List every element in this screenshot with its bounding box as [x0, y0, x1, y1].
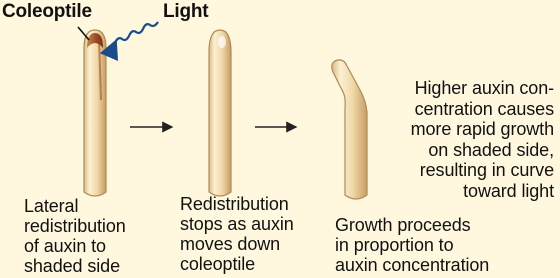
caption-stage-3-line: auxin concentration — [335, 255, 490, 275]
light-wave-arrow-icon — [115, 22, 158, 43]
caption-stage-1-line: of auxin to — [24, 236, 106, 256]
explanation-line: toward light — [463, 180, 554, 201]
coleoptile-stage-1 — [84, 30, 106, 196]
caption-stage-3 — [335, 215, 489, 275]
caption-stage-2-line: coleoptile — [180, 254, 256, 274]
explanation-line: centration causes — [414, 98, 554, 119]
coleoptile-stage-3-curved — [332, 60, 367, 199]
caption-stage-2-line: Redistribution — [180, 194, 289, 214]
caption-stage-3-line: Growth proceeds — [335, 215, 471, 235]
caption-stage-1-line: Lateral — [24, 196, 79, 216]
light-label: Light — [163, 1, 209, 22]
coleoptile-stage-2 — [209, 30, 231, 196]
explanation-line: resulting in curve — [419, 160, 554, 180]
explanation-line: more rapid growth — [410, 119, 554, 139]
caption-stage-2-line: moves down — [180, 234, 281, 254]
caption-stage-1-line: redistribution — [24, 216, 126, 236]
curvature-explanation — [411, 78, 554, 201]
caption-stage-1 — [24, 196, 126, 276]
caption-stage-2 — [180, 194, 294, 274]
caption-stage-2-line: stops as auxin — [180, 214, 294, 234]
caption-stage-1-line: shaded side — [24, 256, 120, 276]
explanation-line: on shaded side, — [428, 139, 554, 160]
caption-stage-3-line: in proportion to — [335, 235, 454, 255]
coleoptile-label: Coleoptile — [2, 1, 92, 22]
explanation-line: Higher auxin con- — [414, 78, 554, 98]
